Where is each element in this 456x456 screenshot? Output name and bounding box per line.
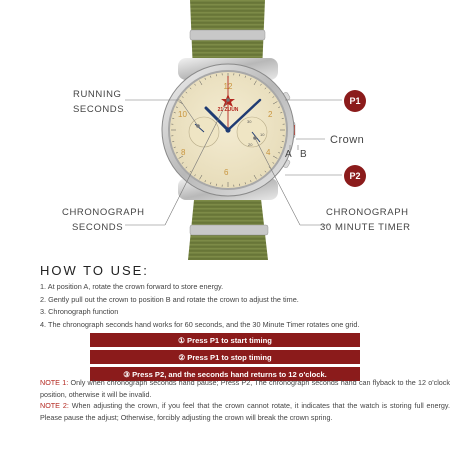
numeral-4: 4 [266, 148, 271, 157]
subdial-10-label: 10 [260, 132, 265, 137]
note-1-label: NOTE 1: [40, 378, 69, 387]
notes [40, 377, 450, 423]
chronograph-seconds-label: CHRONOGRAPH SECONDS [62, 207, 145, 233]
subdial-20-label: 20 [248, 142, 253, 147]
chronograph-timer-label: CHRONOGRAPH 30 MINUTE TIMER [320, 207, 411, 233]
numeral-2: 2 [268, 110, 273, 119]
step-3: 3. Chronograph function [40, 307, 119, 316]
numeral-12: 12 [223, 82, 233, 91]
numeral-6: 6 [224, 168, 229, 177]
running-seconds-label: RUNNING SECONDS [73, 89, 125, 115]
note-2-label: NOTE 2: [40, 401, 69, 411]
strap-keeper-2 [190, 225, 268, 235]
note-2-text: When adjusting the crown, if you feel that the crown cannot rotate, it indicates that the watch is storing full energy. Please pause the adjust; Otherwise, forcibly adjusting the crown will break the crown spring. [40, 401, 450, 422]
position-a-label: A [285, 149, 292, 160]
note-2 [40, 400, 450, 423]
step-1: 1. At position A, rotate the crown forward to store energy. [40, 282, 224, 291]
numeral-10: 10 [178, 110, 187, 119]
action-bar-2: ② Press P1 to stop timing [90, 350, 360, 364]
position-b-label: B [300, 149, 307, 160]
brand-label: 21 ZUUN [217, 107, 239, 113]
step-4: 4. The chronograph seconds hand works for 60 seconds, and the 30 Minute Timer rotates one grid. [40, 319, 360, 329]
step-2: 2. Gently pull out the crown to position B and rotate the crown to adjust the time. [40, 294, 299, 304]
p2-badge: P2 [344, 165, 366, 187]
action-bar-1: ① Press P1 to start timing [90, 333, 360, 347]
subdial-30-label: 30 [247, 119, 252, 124]
action-bar-3: ③ Press P2, and the seconds hand returns to 12 o'clock. [90, 367, 360, 381]
strap-keeper [190, 30, 265, 40]
crown-label: Crown [330, 134, 365, 146]
howto-steps [40, 281, 450, 331]
note-1-text: Only when chronograph seconds hand pause; Press P2, The chronograph seconds hand can flyback to the 12 o'clock position, otherwise it will be invalid. [40, 378, 450, 399]
howto-title: HOW TO USE: [40, 263, 149, 278]
numeral-8: 8 [181, 148, 186, 157]
note-1 [40, 377, 450, 400]
p1-badge: P1 [344, 90, 366, 112]
